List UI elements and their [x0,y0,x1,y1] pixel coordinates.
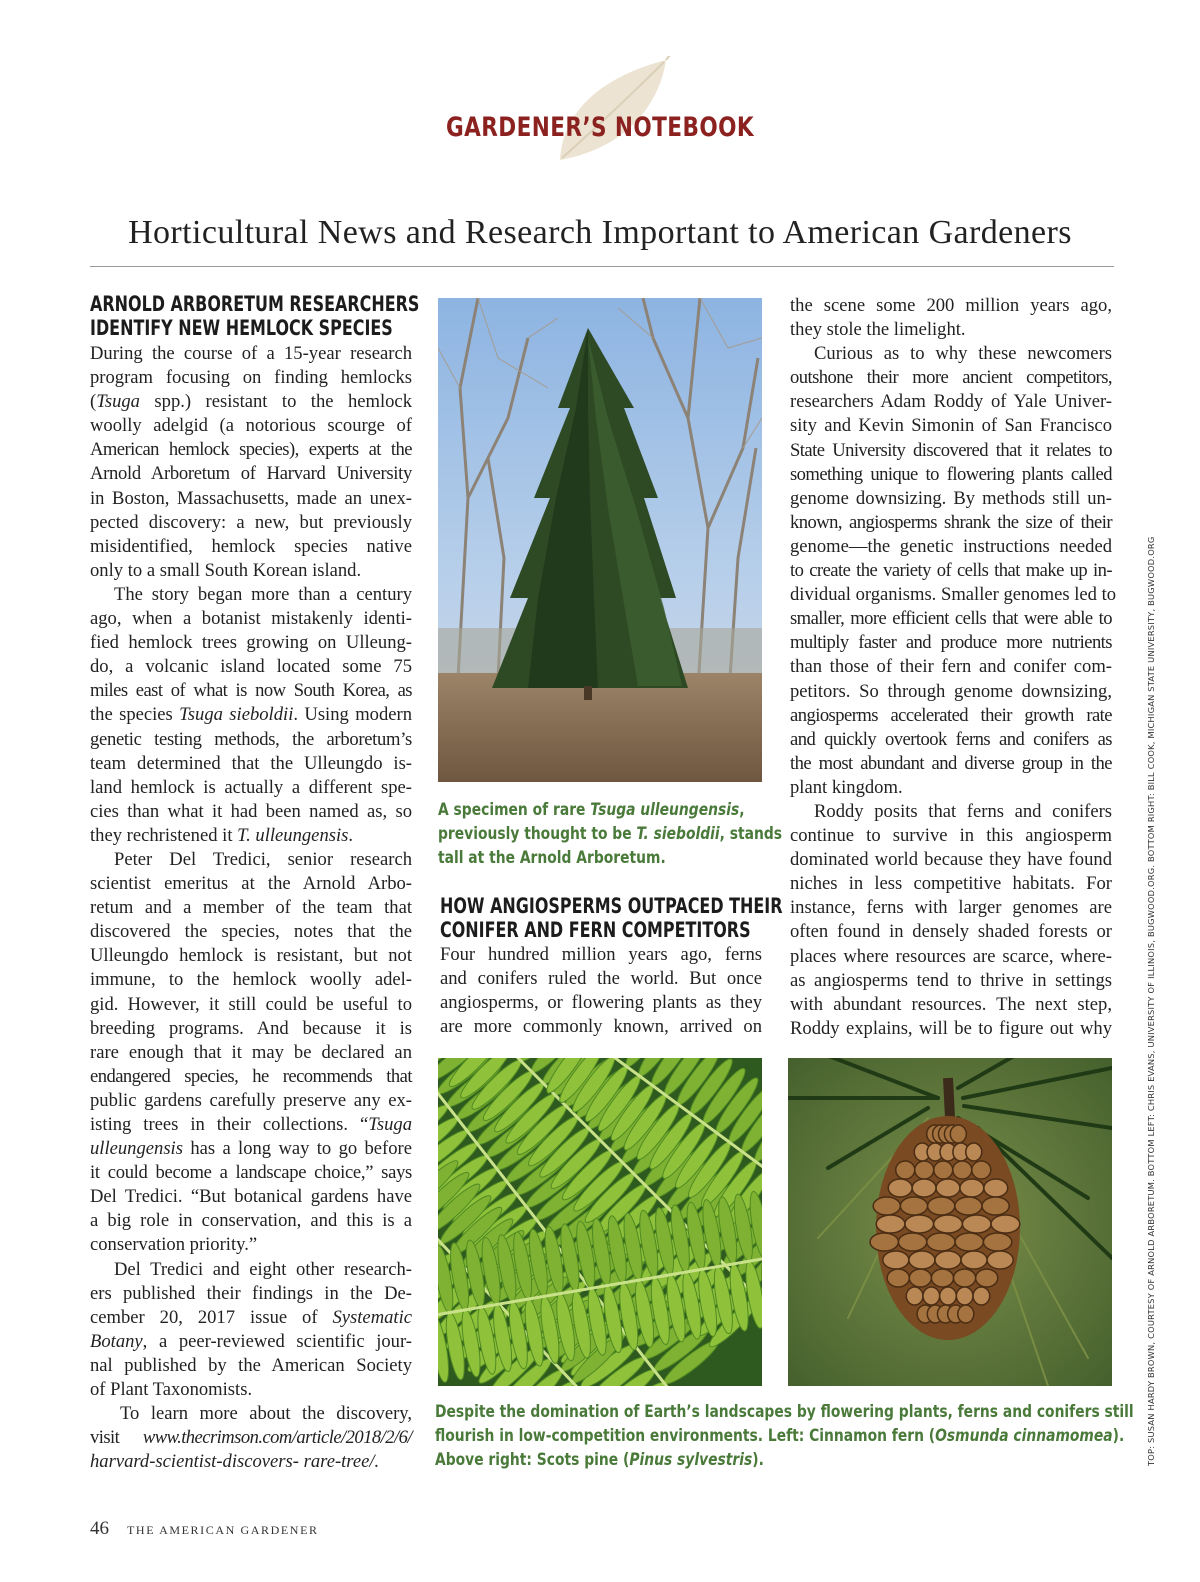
cone-scale [909,1251,935,1269]
headline-line: IDENTIFY NEW HEMLOCK SPECIES [90,316,393,340]
body-line: as angiosperms tend to thrive in settings [790,969,1112,991]
cone-scale [876,1215,905,1233]
body-line: plant kingdom. [790,776,903,798]
body-line: researchers Adam Roddy of Yale Univer- [790,391,1112,413]
cone-scale [983,1233,1011,1251]
body-line: misidentified, hemlock species native [90,535,412,557]
body-line: retum and a member of the team that [90,897,412,919]
cone-scale [870,1233,898,1251]
page-title: Horticultural News and Research Important to American Gardeners [128,214,1072,251]
page-footer [90,1518,319,1540]
body-line: Del Tredici and eight other research- [114,1258,412,1280]
article1-body [90,342,412,1474]
link-line[interactable]: harvard-scientist-discovers- rare-tree/. [90,1451,380,1473]
cone-scale [958,1305,974,1323]
body-line: Peter Del Tredici, senior research [114,848,412,870]
body-line: of Plant Taxonomists. [90,1379,253,1401]
body-line: dominated world because they have found [790,849,1112,871]
cone-scale [923,1287,940,1305]
body-line: genome—the genetic instructions needed [790,535,1112,557]
cone-scale [955,1233,983,1251]
body-line: smaller, more efficient cells that were able to [790,608,1112,630]
hemlock-tree-photo [438,298,762,782]
cone-scale [896,1161,915,1179]
article2-headline [440,894,783,942]
cone-scale [940,1287,957,1305]
body-line: cies than what it had been named as, so [90,800,412,822]
headline-line: HOW ANGIOSPERMS OUTPACED THEIR [440,894,783,918]
headline-line: ARNOLD ARBORETUM RESEARCHERS [90,292,420,316]
cinnamon-fern-photo [438,1058,762,1386]
cone-scale [976,1269,998,1287]
cone-scale [927,1233,955,1251]
body-line: ago, when a botanist mistakenly identi- [90,608,412,630]
body-line: team determined that the Ulleungdo is- [90,752,412,774]
link-line[interactable]: visit www.thecrimson.com/article/2018/2/6/ [90,1427,412,1449]
body-line: conservation priority.” [90,1234,258,1256]
cone-scale [984,1179,1008,1197]
cone-scale [954,1269,976,1287]
body-line: continue to survive in this angiosperm [790,825,1112,847]
body-line: discovered the species, notes that the [90,921,412,943]
page-number: 46 [90,1518,109,1539]
body-line: program focusing on finding hemlocks [90,367,412,389]
body-line: Roddy posits that ferns and conifers [814,800,1112,822]
caption-line: Above right: Scots pine (Pinus sylvestris). [435,1450,764,1469]
body-line: To learn more about the discovery, [120,1403,412,1425]
caption-line: Despite the domination of Earth’s landscapes by flowering plants, ferns and conifers still [435,1402,1134,1421]
body-line: the scene some 200 million years ago, [790,295,1112,316]
body-line: American hemlock species), experts at the [90,439,412,461]
body-line: in Boston, Massachusetts, made an unex- [90,487,412,509]
body-line: genome downsizing. By methods still un- [790,487,1112,509]
body-line: Arnold Arboretum of Harvard University [90,463,412,485]
body-line: sity and Kevin Simonin of San Francisco [790,415,1112,437]
photo-credits: TOP: SUSAN HARDY BROWN, COURTESY OF ARNOLD ARBORETUM. BOTTOM LEFT: CHRIS EVANS, UNIVERSITY OF ILLINOIS, BUGWOOD.ORG. BOTTOM RIGHT: BILL COOK, MICHIGAN STATE UNIVERSITY, BUGWOOD.ORG [1146,536,1156,1466]
cone-scale [962,1215,991,1233]
body-line: it could become a landscape choice,” says [90,1162,412,1184]
body-line: than those of their fern and conifer com- [790,656,1112,678]
body-line: nal published by the American Society [90,1354,412,1376]
cone-scale [991,1215,1020,1233]
article2-body-right [790,294,1117,1041]
cone-scale [915,1161,934,1179]
body-line: often found in densely shaded forests or [790,921,1112,943]
body-line: are more commonly known, arrived on [440,1016,762,1038]
cone-scale [987,1251,1013,1269]
cone-scale [909,1269,931,1287]
body-line: endangered species, he recommends that [90,1065,412,1087]
body-line: The story began more than a century [114,583,412,605]
body-line: angiosperms, or flowering plants as they [440,992,762,1014]
cone-scale [934,1161,953,1179]
leaf-icon [548,56,678,166]
body-line: Ulleungdo hemlock is resistant, but not [90,945,412,967]
caption-line: tall at the Arnold Arboretum. [438,848,666,867]
body-line: land hemlock is actually a different spe- [90,776,412,798]
body-line: pected discovery: a new, but previously [90,511,412,533]
body-line: fied hemlock trees growing on Ulleung- [90,632,412,654]
cone-scale [960,1179,984,1197]
cone-scale [934,1215,963,1233]
body-line: and quickly overtook ferns and conifers as [790,728,1112,750]
body-line: to create the variety of cells that make up in- [790,560,1112,582]
cone-scale [966,1143,982,1161]
body-line: public gardens carefully preserve any ex- [90,1089,412,1111]
cone-scale [950,1125,966,1143]
cone-scale [906,1287,923,1305]
body-line: State University discovered that it relates to [790,439,1112,461]
cone-scale [900,1197,927,1215]
body-line: a big role in conservation, and this is a [90,1210,412,1232]
body-line: the species Tsuga sieboldii. Using modern [90,704,412,726]
body-line: ers published their findings in the De- [90,1282,412,1304]
body-line: known, angiosperms shrank the size of their [790,511,1112,533]
body-line: something unique to flowering plants called [790,463,1112,485]
cone-scale [928,1197,955,1215]
caption-line: previously thought to be T. sieboldii, stands [438,824,783,843]
cone-scale [873,1197,900,1215]
body-line: places where resources are scarce, where- [790,945,1112,967]
body-line: Roddy explains, will be to figure out why [790,1017,1112,1039]
body-line: During the course of a 15-year research [90,343,412,364]
body-line: only to a small South Korean island. [90,559,362,581]
article1-headline [90,292,419,340]
body-line: Four hundred million years ago, ferns [440,944,762,965]
cone-scale [931,1269,953,1287]
cone-scale [973,1287,990,1305]
tree-photo-caption [438,798,782,870]
article2-body-middle [440,943,762,1039]
cone-scale [898,1233,926,1251]
body-line: do, a volcanic island located some 75 [90,656,412,678]
body-line: outshone their more ancient competitors, [790,367,1112,389]
body-line: they rechristened it T. ulleungensis. [90,824,354,846]
body-line: with abundant resources. The next step, [790,993,1112,1015]
caption-line: A specimen of rare Tsuga ulleungensis, [438,800,745,819]
body-line: breeding programs. And because it is [90,1017,412,1039]
body-line: angiosperms accelerated their growth rate [790,704,1112,726]
body-line: the most abundant and diverse group in the [790,752,1112,774]
body-line: petitors. So through genome downsizing, [790,680,1112,702]
cone-scale [961,1251,987,1269]
cone-scale [887,1269,909,1287]
headline-line: CONIFER AND FERN COMPETITORS [440,918,751,942]
cone-scale [972,1161,991,1179]
body-line: scientist emeritus at the Arnold Arbo- [90,873,412,895]
cone-scale [888,1179,912,1197]
cone-scale [905,1215,934,1233]
body-line: Del Tredici. “But botanical gardens have [90,1186,412,1208]
cone-scale [935,1251,961,1269]
body-line: isting trees in their collections. “Tsuga [90,1114,412,1135]
body-line: Curious as to why these newcomers [814,343,1112,365]
magazine-name: THE AMERICAN GARDENER [127,1523,319,1537]
cone-scale [953,1161,972,1179]
body-line: niches in less competitive habitats. For [790,873,1112,895]
body-line: rare enough that it may be declared an [90,1041,412,1063]
body-line: immune, to the hemlock woolly adel- [90,969,412,991]
body-line: and conifers ruled the world. But once [440,968,762,990]
cone-scale [955,1197,982,1215]
body-line: Botany, a peer-reviewed scientific jour- [90,1330,412,1352]
section-label: GARDENER’S NOTEBOOK [446,112,754,143]
cone-scale [956,1287,973,1305]
scots-pine-cone-photo [788,1058,1112,1386]
cone-scale [936,1179,960,1197]
body-line: dividual organisms. Smaller genomes led to [790,584,1117,606]
body-line: they stole the limelight. [790,319,966,341]
body-line: genetic testing methods, the arboretum’s [90,728,412,750]
caption-line: flourish in low-competition environments. Left: Cinnamon fern (Osmunda cinnamomea). [435,1426,1125,1445]
body-line: ulleungensis has a long way to go before [90,1138,412,1160]
cone-scale [912,1179,936,1197]
title-rule [90,266,1114,267]
body-line: multiply faster and produce more nutrients [790,632,1112,654]
body-line: gid. However, it still could be useful to [90,993,412,1015]
body-line: miles east of what is now South Korea, as [90,680,412,702]
cone-scale [883,1251,909,1269]
cone-scale [982,1197,1009,1215]
body-line: (Tsuga spp.) resistant to the hemlock [90,391,412,413]
bottom-photos-caption [435,1400,1134,1472]
body-line: instance, ferns with larger genomes are [790,897,1112,919]
body-line: cember 20, 2017 issue of Systematic [90,1306,412,1328]
body-line: woolly adelgid (a notorious scourge of [90,415,412,437]
